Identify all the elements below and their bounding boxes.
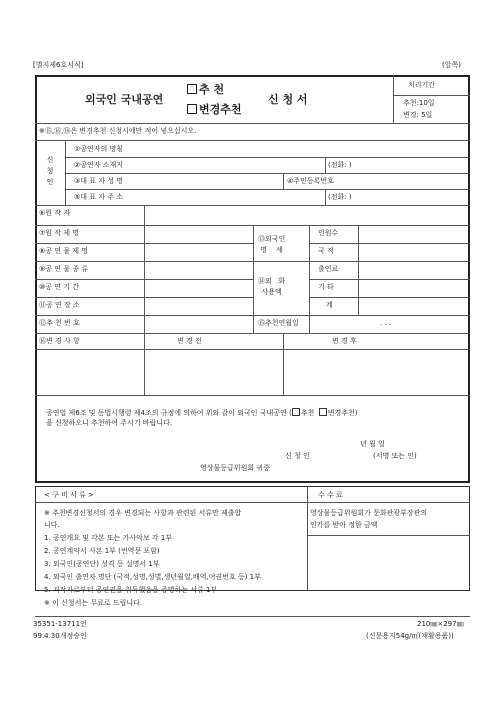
applicant-address-label: ②공연자 소재지 <box>74 161 124 169</box>
period-label: 처리기간 <box>408 81 436 89</box>
docs-note1b: 니다. <box>44 521 60 529</box>
statement-sign: (서명 또는 인) <box>373 452 417 460</box>
statement-checkbox-change[interactable] <box>319 408 327 416</box>
statement-recipient: 영상물등급위원회 귀중 <box>200 464 270 472</box>
docs-note1: ※ 추천변경신청서의 경우 변경되는 사항과 관련된 서류만 제출합 <box>44 509 242 517</box>
row14-foreign-currency: ⑭외 화 사용액 <box>258 277 286 296</box>
row13-foreigner-detail: ⑬외국인 명 세 <box>258 235 286 254</box>
row15-rec-date: ⑮추천연월일 <box>258 319 299 327</box>
rep-address-label: ⑤대 표 자 주 소 <box>74 193 123 201</box>
docs-item-1: 1. 공연개요 및 각본 또는 가사악보 각 1부 <box>44 534 173 542</box>
applicant-name-label: ①공연자의 명칭 <box>74 145 124 153</box>
fee-text2: 인가를 받아 정한 금액 <box>310 521 378 529</box>
footer-code: 35351-13711인 <box>33 620 87 628</box>
row7-original-title: ⑦원 작 제 명 <box>39 229 79 237</box>
title-left: 외국인 국내공연 <box>85 93 164 106</box>
page-side: (앞쪽) <box>442 61 461 69</box>
author-label: ⑥원 작 자 <box>39 209 71 217</box>
change-after-label: 변 경 후 <box>332 337 357 345</box>
applicant-tel2: (전화: ) <box>328 193 352 201</box>
form-number: [별지제6호서식] <box>33 61 84 69</box>
row12-rec-number: ⑫추 천 번 호 <box>39 319 80 327</box>
period-change: 변경: 5일 <box>403 111 433 119</box>
etc-label: 기 타 <box>318 283 334 291</box>
total-label: 계 <box>326 301 333 309</box>
fee-label: 출연료 <box>318 265 339 273</box>
note-top: ※⑮,⑯,⑱은 변경추천 신청시에만 적어 넣으십시오. <box>39 127 197 135</box>
change-before-label: 변 경 전 <box>177 337 202 345</box>
applicant-side-label: 신 청 인 <box>46 156 54 186</box>
title-option-recommend: 추 천 <box>187 84 224 95</box>
row10-period: ⑩공 연 기 간 <box>39 283 79 291</box>
docs-title: < 구 비 서 류 > <box>44 491 94 499</box>
statement-line2: 을 신청하오니 추천하여 주시기 바랍니다. <box>46 419 173 427</box>
docs-item-2: 2. 공연계약서 사본 1부 (번역문 포함) <box>44 547 160 555</box>
fee-title: 수 수 료 <box>318 491 343 499</box>
resident-no-label: ④주민등록번호 <box>287 177 334 185</box>
statement-applicant: 신 청 인 <box>285 452 310 460</box>
title-option-change: 변경추천 <box>187 104 242 115</box>
fee-text1: 영상물등급위원회가 문화관광부장관의 <box>310 509 428 517</box>
footer-paper: (신문용지54g/㎡(재활용품)) <box>366 632 454 640</box>
docs-item-3: 3. 외국인(공연단) 성격 등 설명서 1부 <box>44 560 160 568</box>
rep-name-label: ③대 표 자 성 명 <box>74 177 123 185</box>
nationality-label: 국 적 <box>318 247 334 255</box>
period-recommend: 추천:10일 <box>403 99 435 107</box>
row11-venue: ⑪공 연 장 소 <box>39 301 80 309</box>
title-right: 신 청 서 <box>268 93 308 106</box>
statement-line1: 공연법 제6조 및 동법시행령 제4조의 규정에 의하여 위와 같이 외국인 국내공연 ( 추천 변경추천) <box>46 409 358 417</box>
checkbox-change[interactable] <box>187 104 197 114</box>
count-label: 인원수 <box>318 229 339 237</box>
rec-date-value: . . . <box>380 319 392 327</box>
footer-approval: 99.4.30개정승인 <box>33 632 87 640</box>
footer-size: 210㎜×297㎜ <box>417 620 464 628</box>
docs-item-5: 5. 저작자로부터 공연권을 취득했음을 증명하는 서류 1부 <box>44 586 218 594</box>
row9-work-type: ⑨공 연 물 종 류 <box>39 265 88 273</box>
statement-checkbox-recommend[interactable] <box>292 408 300 416</box>
applicant-tel1: (전화: ) <box>328 161 352 169</box>
docs-item-4: 4. 외국인 출연자 명단 (국적,성명,성별,생년월일,배역,여권번호 등) 1부 <box>44 573 261 581</box>
row16-change-items: ⑯변 경 사 항 <box>39 337 80 345</box>
row8-work-title: ⑧공 연 물 제 명 <box>39 247 88 255</box>
statement-date: 년 월 일 <box>360 440 385 448</box>
checkbox-recommend[interactable] <box>187 84 197 94</box>
docs-note2: ※ 이 신청서는 무료로 드립니다. <box>44 599 143 607</box>
